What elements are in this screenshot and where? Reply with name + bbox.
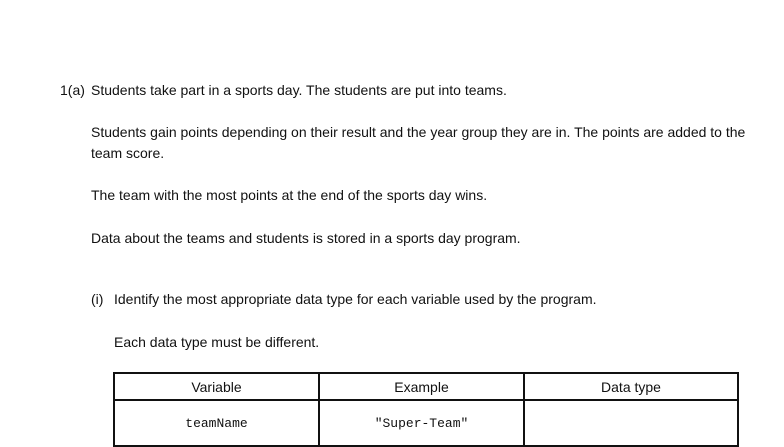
question-number: 1(a) (60, 82, 85, 98)
question-paragraph-1: Students take part in a sports day. The students are put into teams. (91, 82, 507, 98)
question-paragraph-4: Data about the teams and students is stored in a sports day program. (91, 230, 521, 246)
data-type-table (113, 372, 739, 447)
subquestion-note: Each data type must be different. (114, 334, 320, 350)
header-variable: Variable (114, 373, 319, 400)
question-paragraph-3: The team with the most points at the end of the sports day wins. (91, 187, 488, 203)
data-type-answer-cell[interactable] (524, 400, 738, 446)
cell-variable: teamName (114, 400, 319, 446)
header-example: Example (319, 373, 524, 400)
subquestion-number: (i) (91, 291, 104, 307)
header-data-type: Data type (524, 373, 738, 400)
question-paragraph-2: Students gain points depending on their result and the year group they are in. The points are added to the team score. (91, 124, 746, 161)
cell-example: "Super-Team" (319, 400, 524, 446)
table-header-row (114, 373, 738, 400)
subquestion-text: Identify the most appropriate data type for each variable used by the program. (114, 291, 597, 307)
table-row (114, 400, 738, 446)
